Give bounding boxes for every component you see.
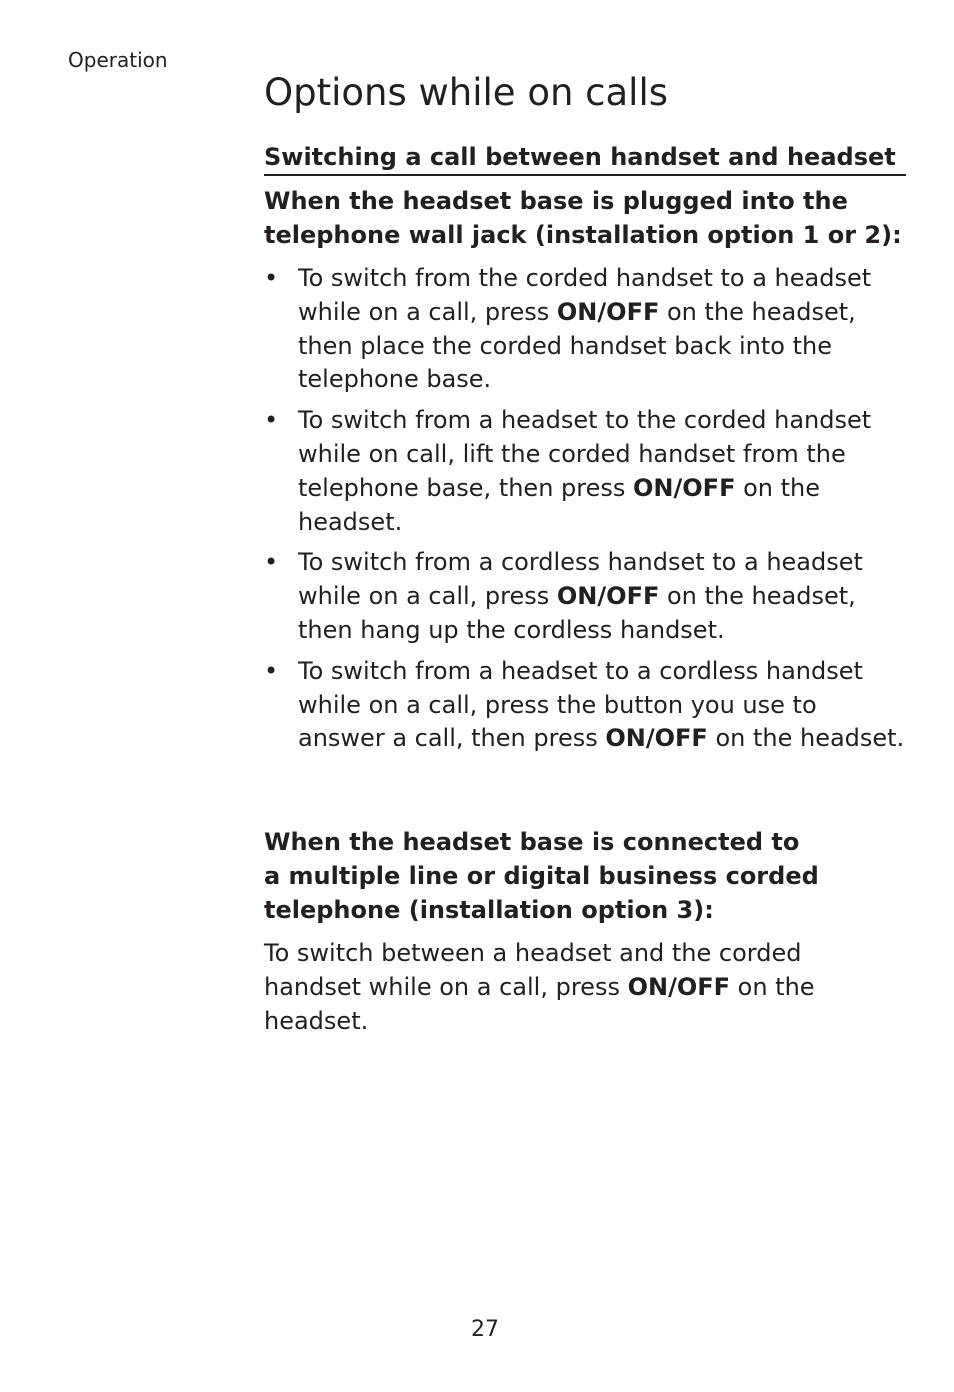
main-content	[264, 70, 906, 1039]
step-text: To switch from a headset to the corded handset while on call, lift the corded handset from the telephone base, then press	[298, 406, 872, 502]
page-number: 27	[471, 1317, 499, 1342]
key-label: ON/OFF	[627, 972, 731, 1001]
step-text: on the headset.	[707, 724, 905, 753]
body-text: on the headset.	[264, 972, 815, 1035]
bullet-icon: •	[264, 264, 279, 292]
bullet-icon: •	[264, 548, 279, 577]
section-spacer	[264, 763, 906, 817]
bullet-icon: •	[264, 406, 279, 435]
step-text: To switch from a cordless handset to a headset while on a call, press	[298, 548, 863, 611]
list-item	[264, 546, 906, 647]
key-label: ON/OFF	[556, 582, 660, 611]
heading-line: a multiple line or digital business corded	[264, 862, 819, 891]
step-text: on the headset, then place the corded handset back into the telephone base.	[298, 297, 856, 394]
bullet-icon: •	[264, 656, 279, 685]
list-item	[264, 262, 906, 397]
list-item	[264, 655, 906, 756]
subsection-heading: Switching a call between handset and headset	[264, 142, 906, 176]
section-label: Operation	[68, 48, 168, 72]
instruction-paragraph	[264, 937, 906, 1038]
step-text: on the headset, then hang up the cordless handset.	[298, 582, 856, 644]
condition-heading-wall-jack: When the headset base is plugged into the telephone wall jack (installation option 1 or 2):	[264, 187, 902, 249]
key-label: ON/OFF	[556, 297, 660, 326]
heading-line: When the headset base is connected to	[264, 828, 800, 857]
key-label: ON/OFF	[605, 724, 708, 753]
list-item	[264, 404, 906, 539]
body-text: To switch between a headset and the corded handset while on a call, press	[264, 939, 802, 1001]
steps-list-wall-jack	[264, 262, 906, 756]
heading-line: telephone (installation option 3):	[264, 896, 714, 925]
page-title: Options while on calls	[264, 71, 669, 114]
condition-heading-business-phone	[264, 825, 906, 927]
key-label: ON/OFF	[633, 473, 736, 502]
step-text: To switch from the corded handset to a headset while on a call, press	[298, 264, 872, 326]
step-text: To switch from a headset to a cordless handset while on a call, press the button you use to answer a call, then press	[298, 656, 863, 753]
step-text: on the headset.	[298, 473, 821, 536]
